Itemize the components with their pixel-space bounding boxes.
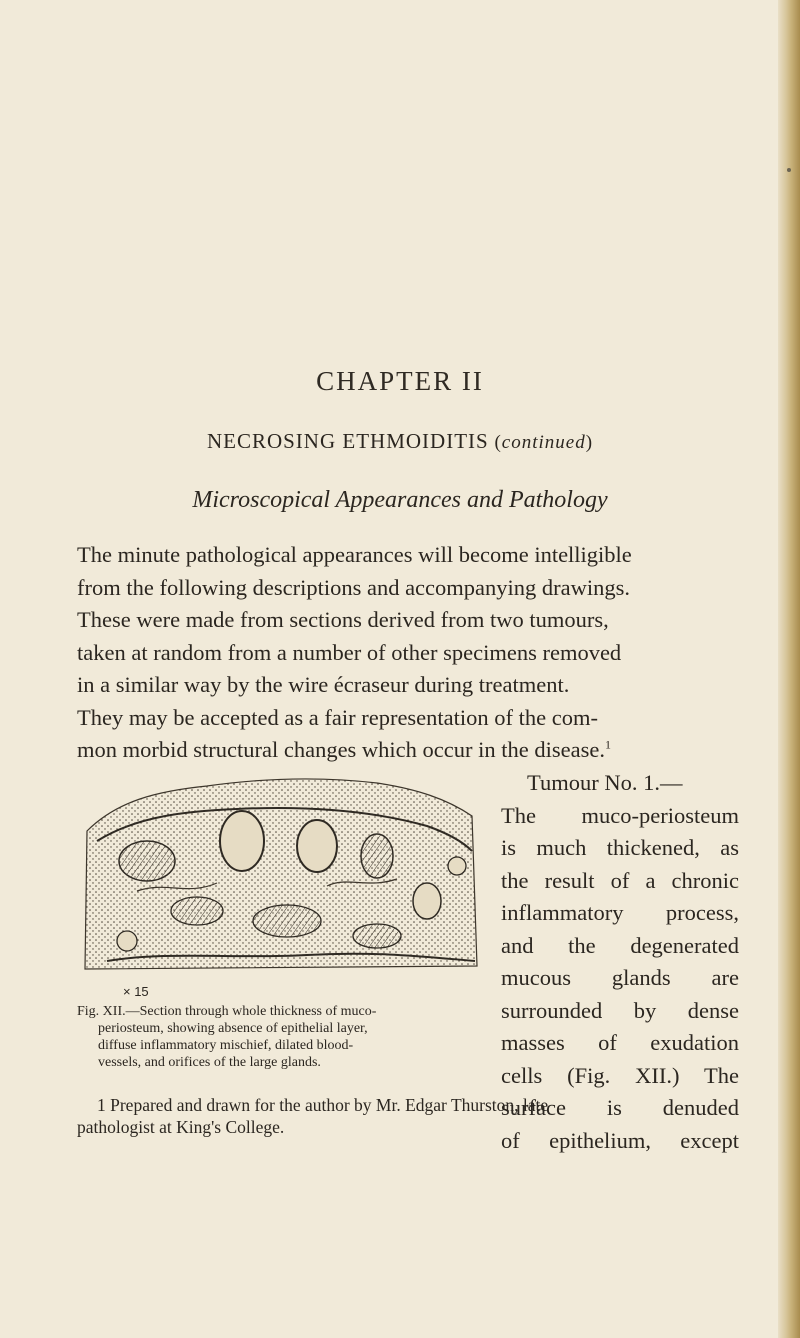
section-heading: Microscopical Appearances and Pathology — [192, 487, 608, 513]
footnote-ref: 1 — [604, 737, 611, 752]
chapter-heading: CHAPTER II — [316, 366, 484, 396]
footnote-marker: 1 — [97, 1095, 106, 1115]
figure-caption — [77, 1003, 482, 1071]
column-line: and the degenerated — [501, 932, 739, 958]
paragraph-line: They may be accepted as a fair representation of the com- — [77, 704, 598, 730]
column-line: masses of exudation — [501, 1030, 739, 1055]
column-line: surrounded by dense — [501, 997, 739, 1023]
column-line: The muco-periosteum — [501, 802, 739, 828]
footnote — [77, 1094, 739, 1138]
caption-line: vessels, and orifices of the large glands. — [98, 1055, 321, 1070]
subtitle-paren-open: ( — [494, 432, 502, 453]
footnote-line: pathologist at King's College. — [77, 1117, 285, 1137]
histology-figure — [77, 771, 487, 976]
figure-scale: × 15 — [123, 984, 149, 999]
chapter-subtitle — [0, 429, 800, 454]
spine-mark — [787, 168, 791, 172]
column-line: mucous glands are — [501, 965, 739, 990]
paragraph-line-last — [77, 734, 739, 767]
intro-paragraph — [77, 539, 739, 767]
column-line: the result of a chronic — [501, 867, 739, 893]
subtitle-continued: continued — [501, 432, 586, 453]
paragraph-line: in a similar way by the wire écraseur during treatment. — [77, 672, 570, 697]
footnote-line — [77, 1094, 739, 1116]
column-line: is much thickened, as — [501, 835, 739, 860]
column-line: of epithelium, except — [501, 1127, 739, 1153]
column-line: inflammatory process, — [501, 900, 739, 925]
subtitle-main: NECROSING ETHMOIDITIS — [206, 429, 489, 453]
footnote-text: Prepared and drawn for the author by Mr. Edgar Thurston, late — [110, 1095, 549, 1115]
paragraph-line: These were made from sections derived from two tumours, — [77, 607, 609, 632]
histology-drawing — [77, 771, 487, 976]
caption-line: periosteum, showing absence of epithelial layer, — [98, 1021, 368, 1036]
paragraph-line: from the following descriptions and accompanying drawings. — [77, 574, 630, 600]
paragraph-line: taken at random from a number of other specimens removed — [77, 639, 622, 665]
subtitle-paren-close: ) — [585, 432, 594, 453]
book-spine-edge — [778, 0, 800, 1338]
paragraph-line: The minute pathological appearances will become intelligible — [77, 542, 632, 567]
column-line: surface is denuded — [501, 1095, 739, 1120]
caption-line: Fig. XII.—Section through whole thickness of muco- — [77, 1004, 377, 1019]
caption-line: diffuse inflammatory mischief, dilated blood- — [98, 1038, 354, 1053]
column-line: cells (Fig. XII.) The — [501, 1062, 739, 1088]
paragraph-line-text: mon morbid structural changes which occur in the disease. — [77, 737, 605, 762]
column-line: Tumour No. 1.— — [527, 770, 683, 795]
